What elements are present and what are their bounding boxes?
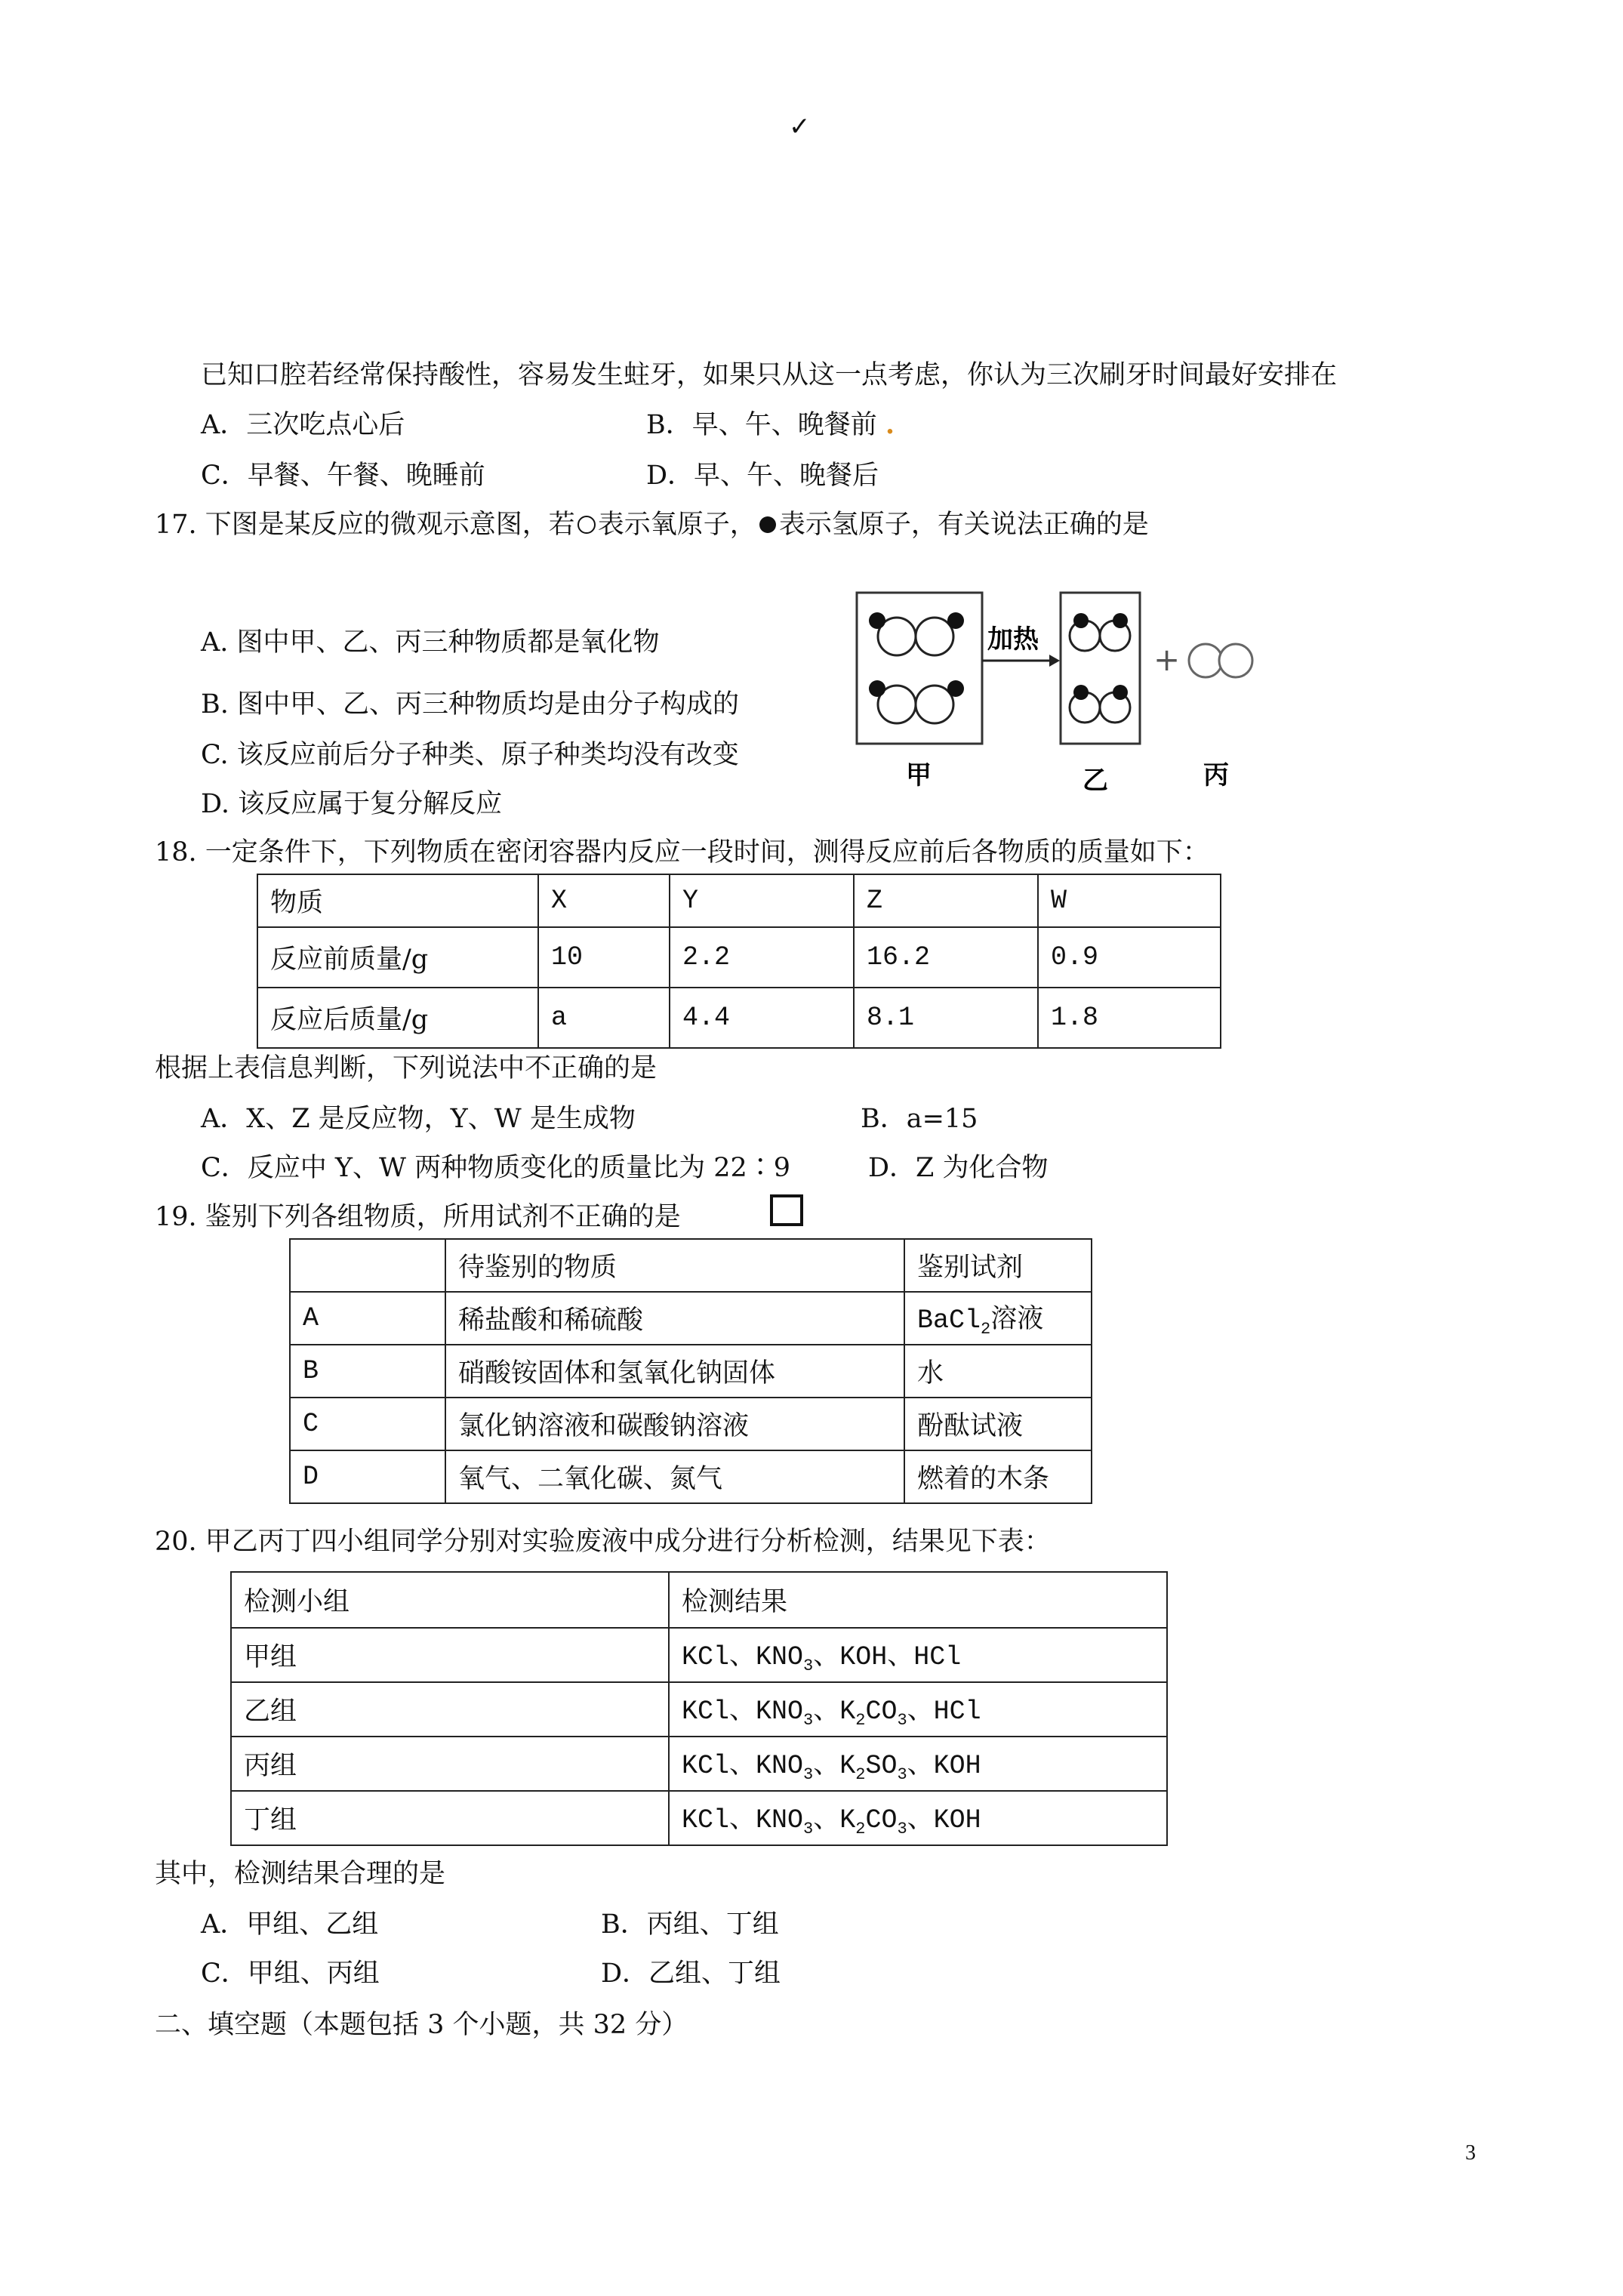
- page-number: 3: [1465, 2141, 1476, 2165]
- formula-text: KCl、KNO: [682, 1697, 804, 1727]
- formula-text: 、K: [813, 1697, 856, 1727]
- formula-subscript: 2: [855, 1711, 866, 1730]
- formula-subscript: 3: [803, 1765, 814, 1784]
- table-cell: 丁组: [231, 1791, 669, 1845]
- table-row: [231, 1791, 1167, 1845]
- table-cell: a: [538, 988, 670, 1048]
- formula-text: 、KOH、HCl: [813, 1642, 962, 1672]
- q20-option-a: A．甲组、乙组: [201, 1909, 379, 1940]
- q20-option-c: C．甲组、丙组: [201, 1959, 380, 1989]
- q18-option-d: D．Z 为化合物: [868, 1153, 1049, 1183]
- table-cell: 氯化钠溶液和碳酸钠溶液: [445, 1398, 904, 1450]
- q17-option-b: B. 图中甲、乙、丙三种物质均是由分子构成的: [201, 689, 739, 720]
- table-row: [231, 1682, 1167, 1737]
- q17-stem: [155, 508, 1149, 541]
- formula-text: 、K: [813, 1751, 856, 1781]
- table-cell: A: [290, 1292, 445, 1345]
- arrow-label: 加热: [987, 624, 1039, 655]
- oxygen-atom-icon: [575, 513, 598, 536]
- section-2-heading: 二、填空题（本题包括 3 个小题，共 32 分）: [155, 2010, 688, 2040]
- formula-text: KCl、KNO: [682, 1805, 804, 1835]
- table-cell: 16.2: [854, 927, 1038, 988]
- table-header-cell: W: [1038, 874, 1221, 927]
- formula-subscript: 3: [803, 1820, 814, 1838]
- table-header-cell: X: [538, 874, 670, 927]
- q17-stem-part2: 表示氧原子，: [597, 510, 756, 540]
- table-row: [257, 874, 1221, 927]
- q17-stem-part3: 表示氢原子，有关说法正确的是: [778, 510, 1149, 540]
- table-cell: B: [290, 1345, 445, 1398]
- formula-text: BaCl: [917, 1305, 981, 1336]
- q18-stem: 18. 一定条件下，下列物质在密闭容器内反应一段时间，测得反应前后各物质的质量如下：: [155, 837, 1209, 868]
- formula-text: KCl、KNO: [682, 1751, 804, 1781]
- table-cell: 氧气、二氧化碳、氮气: [445, 1450, 904, 1503]
- reaction-diagram: [852, 581, 1274, 808]
- table-row: [290, 1239, 1092, 1292]
- q19-table: [289, 1238, 1092, 1504]
- q20-table: [230, 1571, 1168, 1846]
- table-row: [231, 1572, 1167, 1628]
- table-cell: 反应后质量/g: [257, 988, 538, 1048]
- formula-text: KCl、KNO: [682, 1642, 804, 1672]
- table-header-cell: Y: [670, 874, 854, 927]
- formula-text: CO: [865, 1697, 898, 1727]
- formula-text: SO: [865, 1751, 898, 1781]
- q17-stem-part1: 17. 下图是某反应的微观示意图，若: [155, 510, 575, 540]
- label-jia: 甲: [906, 760, 932, 791]
- formula-subscript: 2: [981, 1320, 991, 1339]
- table-cell: 丙组: [231, 1737, 669, 1791]
- table-cell: 8.1: [854, 988, 1038, 1048]
- formula-subscript: 3: [803, 1657, 814, 1675]
- formula-text: 、HCl: [907, 1697, 981, 1727]
- table-row: [257, 988, 1221, 1048]
- table-cell: 燃着的木条: [904, 1450, 1092, 1503]
- q18-after: 根据上表信息判断，下列说法中不正确的是: [155, 1053, 658, 1083]
- table-header-cell: [290, 1239, 445, 1292]
- table-row: [290, 1345, 1092, 1398]
- oxygen-molecule-icon: [1189, 644, 1252, 677]
- table-row: [290, 1398, 1092, 1450]
- q18-table: [257, 874, 1221, 1049]
- table-cell: 1.8: [1038, 988, 1221, 1048]
- q16-b-mark: .: [885, 409, 895, 440]
- q16-option-d: D．早、午、晚餐后: [646, 461, 879, 491]
- table-row: [290, 1292, 1092, 1345]
- table-cell: 0.9: [1038, 927, 1221, 988]
- formula-subscript: 3: [803, 1711, 814, 1730]
- q16-option-b: [646, 408, 895, 442]
- table-cell: 水: [904, 1345, 1092, 1398]
- table-cell: 稀盐酸和稀硫酸: [445, 1292, 904, 1345]
- formula-subscript: 2: [855, 1820, 866, 1838]
- formula-text: 、KOH: [907, 1751, 981, 1781]
- plus-sign: +: [1153, 641, 1181, 678]
- label-yi: 乙: [1083, 766, 1108, 796]
- table-cell: 反应前质量/g: [257, 927, 538, 988]
- table-cell: C: [290, 1398, 445, 1450]
- reagent-suffix: 溶液: [990, 1304, 1044, 1334]
- formula-text: CO: [865, 1805, 898, 1835]
- table-header-cell: 物质: [257, 874, 538, 927]
- q20-option-b: B．丙组、丁组: [601, 1909, 779, 1940]
- table-cell: 酚酞试液: [904, 1398, 1092, 1450]
- table-row: [231, 1737, 1167, 1791]
- q18-option-b: B．a=15: [861, 1104, 978, 1134]
- table-cell: 2.2: [670, 927, 854, 988]
- check-mark-icon: ✓: [789, 112, 811, 142]
- q16-option-b-text: B．早、午、晚餐前: [646, 410, 877, 440]
- q18-option-a: A．X、Z 是反应物，Y、W 是生成物: [201, 1104, 636, 1134]
- q17-option-c: C. 该反应前后分子种类、原子种类均没有改变: [201, 740, 739, 770]
- table-row: [290, 1450, 1092, 1503]
- table-cell: [904, 1292, 1092, 1345]
- table-cell: 4.4: [670, 988, 854, 1048]
- formula-text: 、K: [813, 1805, 856, 1835]
- q17-option-d: D. 该反应属于复分解反应: [201, 789, 503, 819]
- answer-box: [770, 1194, 803, 1226]
- q16-stem: 已知口腔若经常保持酸性，容易发生蛀牙，如果只从这一点考虑，你认为三次刷牙时间最好安排在: [201, 360, 1338, 390]
- table-row: [231, 1628, 1167, 1682]
- formula-subscript: 2: [855, 1765, 866, 1784]
- table-cell: 硝酸铵固体和氢氧化钠固体: [445, 1345, 904, 1398]
- q17-option-a: A. 图中甲、乙、丙三种物质都是氧化物: [201, 627, 660, 658]
- table-header-cell: Z: [854, 874, 1038, 927]
- formula-subscript: 3: [897, 1765, 907, 1784]
- label-bing: 丙: [1203, 760, 1229, 791]
- table-cell: [669, 1628, 1167, 1682]
- formula-subscript: 3: [897, 1711, 907, 1730]
- table-cell: 10: [538, 927, 670, 988]
- table-cell: [669, 1737, 1167, 1791]
- table-header-cell: 检测结果: [669, 1572, 1167, 1628]
- formula-subscript: 3: [897, 1820, 907, 1838]
- q16-option-c: C．早餐、午餐、晚睡前: [201, 461, 485, 491]
- table-cell: D: [290, 1450, 445, 1503]
- q19-stem: 19. 鉴别下列各组物质，所用试剂不正确的是: [155, 1202, 681, 1232]
- table-cell: 乙组: [231, 1682, 669, 1737]
- q20-option-d: D．乙组、丁组: [601, 1959, 781, 1989]
- table-header-cell: 检测小组: [231, 1572, 669, 1628]
- table-cell: [669, 1682, 1167, 1737]
- table-row: [257, 927, 1221, 988]
- table-header-cell: 鉴别试剂: [904, 1239, 1092, 1292]
- q18-option-c: C．反应中 Y、W 两种物质变化的质量比为 22∶9: [201, 1153, 791, 1183]
- q16-option-a: A．三次吃点心后: [201, 410, 405, 440]
- q20-after: 其中，检测结果合理的是: [155, 1859, 446, 1889]
- q20-stem: 20. 甲乙丙丁四小组同学分别对实验废液中成分进行分析检测，结果见下表：: [155, 1527, 1051, 1557]
- table-header-cell: 待鉴别的物质: [445, 1239, 904, 1292]
- table-cell: 甲组: [231, 1628, 669, 1682]
- formula-text: 、KOH: [907, 1805, 981, 1835]
- hydrogen-atom-icon: [756, 513, 779, 536]
- table-cell: [669, 1791, 1167, 1845]
